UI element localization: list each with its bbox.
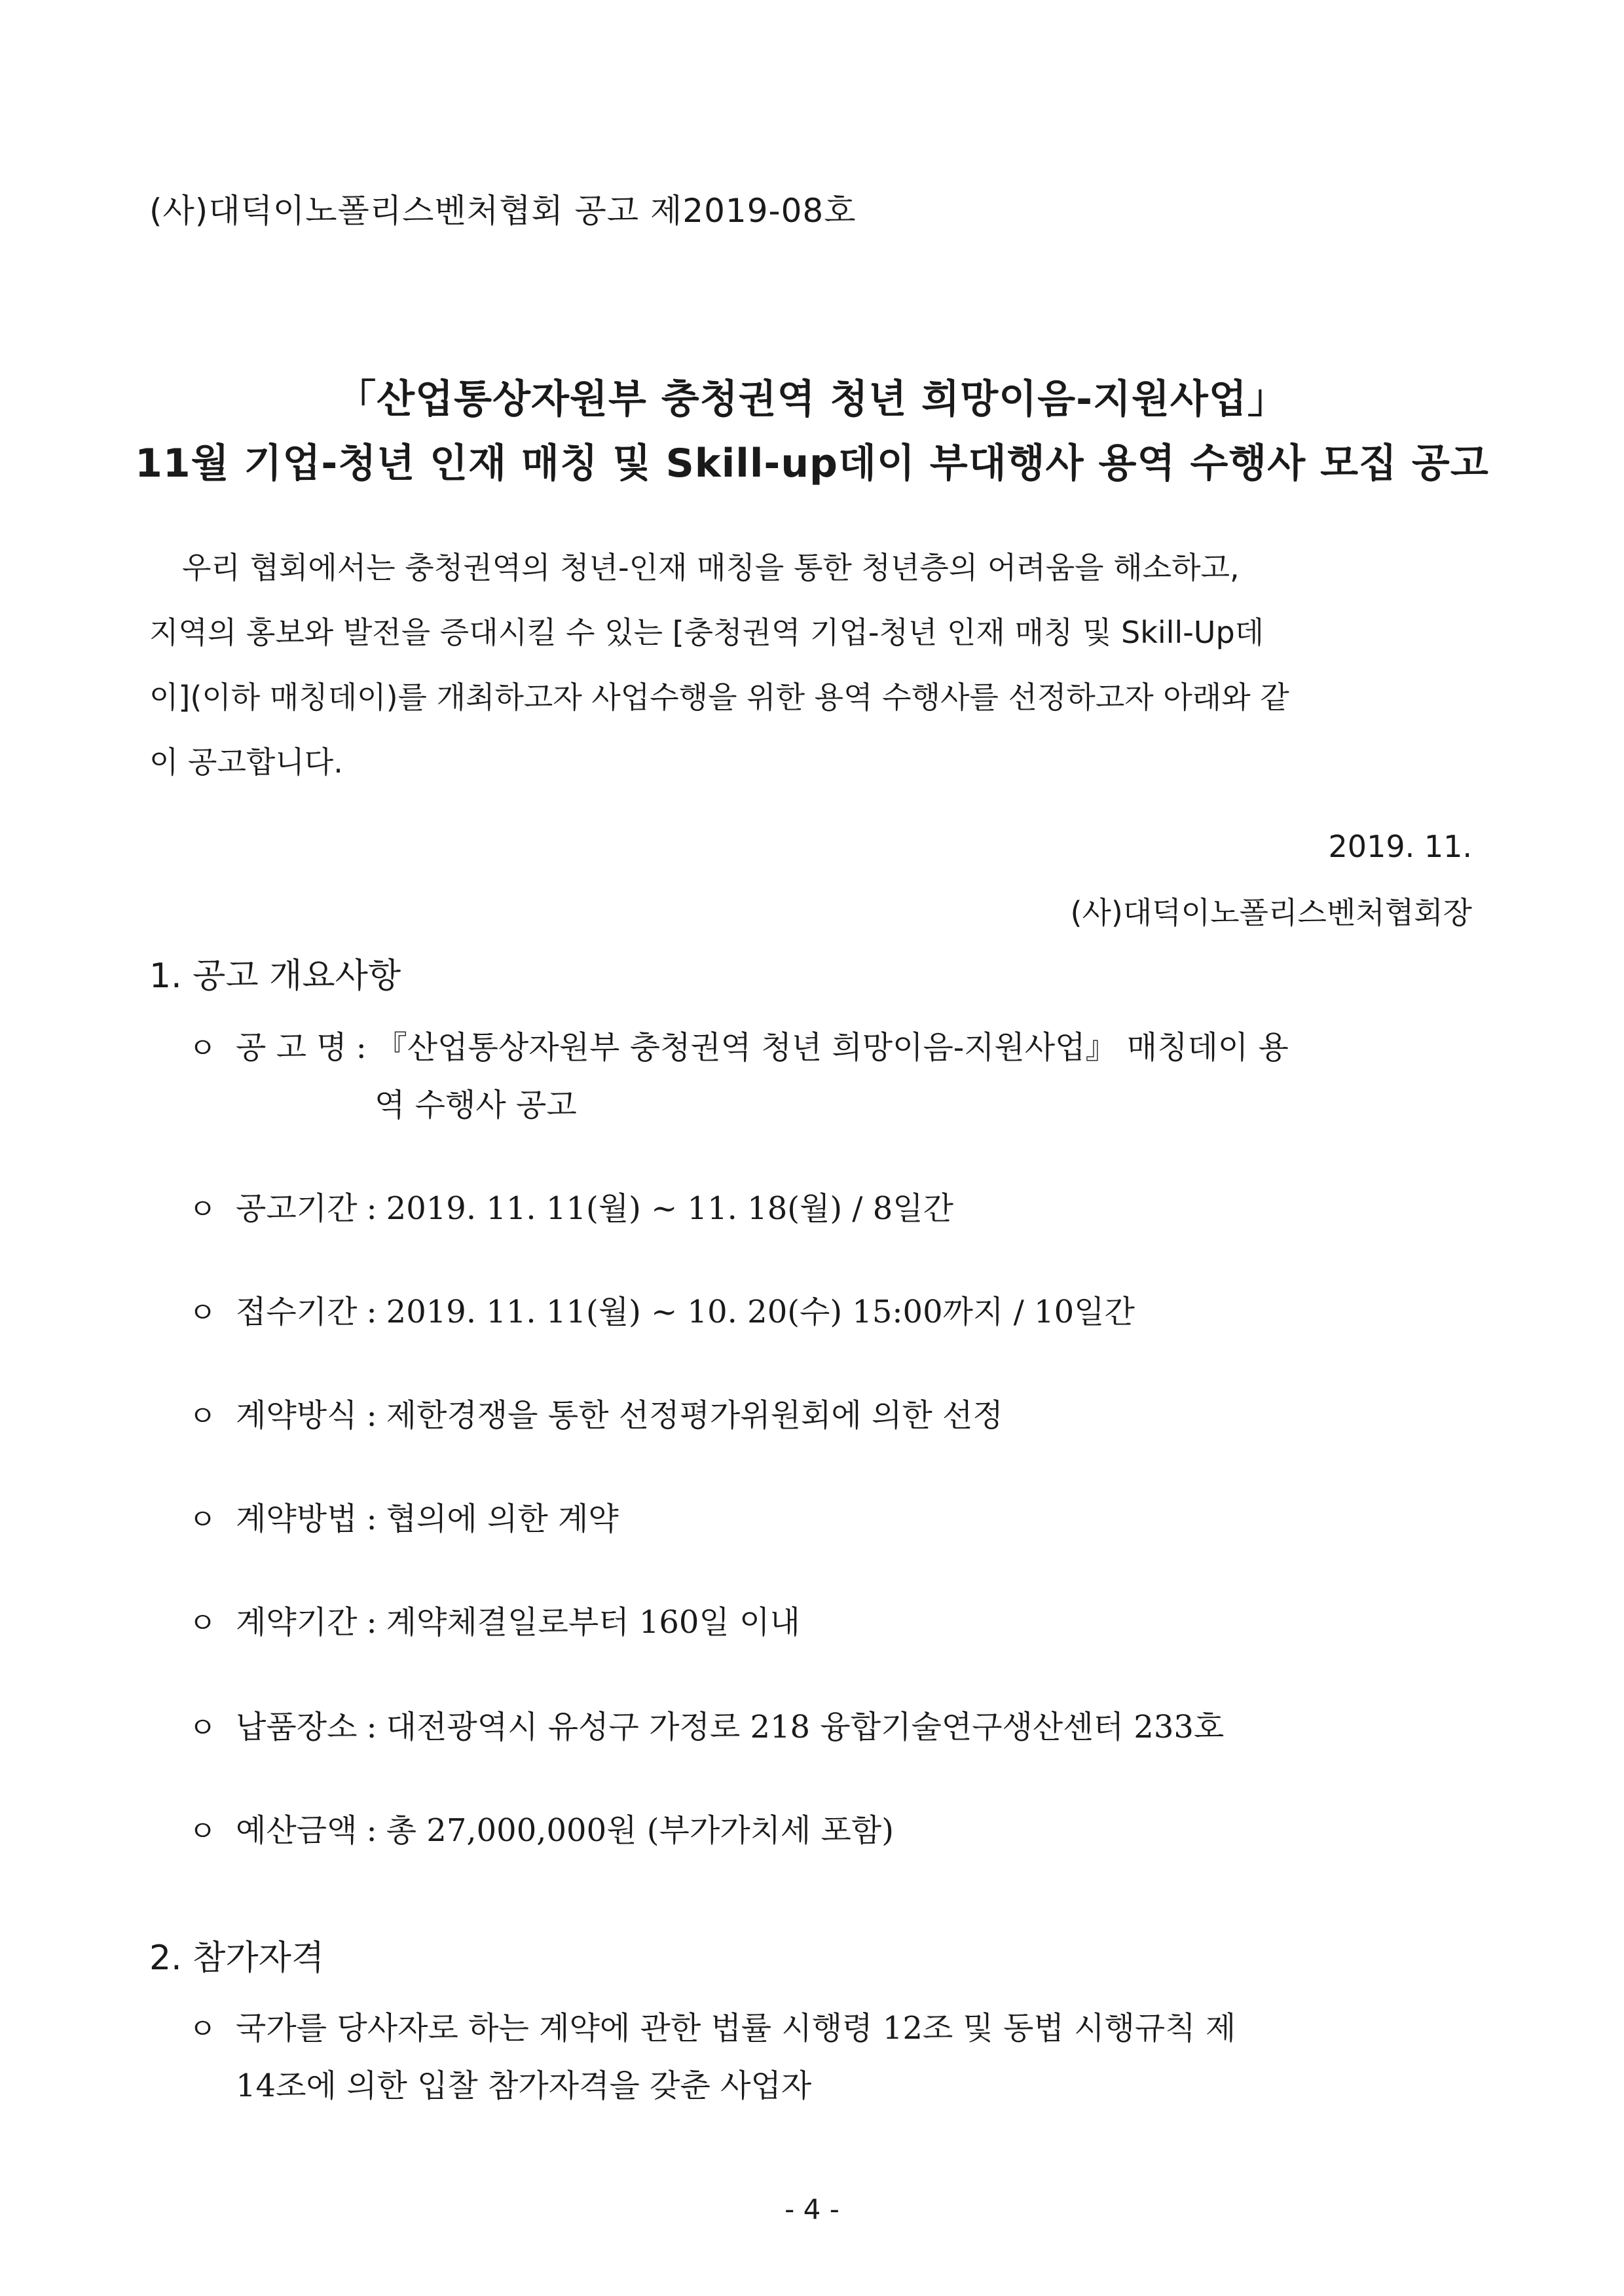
item-label: 계약방식 <box>236 1397 358 1434</box>
item-value: 대전광역시 유성구 가정로 218 융합기술연구생산센터 233호 <box>386 1709 1225 1745</box>
intro-line-4: 이 공고합니다. <box>149 744 343 780</box>
item-separator: : <box>366 1709 377 1745</box>
intro-line-3: 이](이하 매칭데이)를 개최하고자 사업수행을 위한 용역 수행사를 선정하고자 아래와 같 <box>149 680 1289 715</box>
item-separator: : <box>366 1501 377 1537</box>
overview-item-title <box>189 1019 1475 1078</box>
eligibility-line-2: 14조에 의한 입찰 참가자격을 갖춘 사업자 <box>236 2068 812 2104</box>
eligibility-item <box>189 1999 1475 2058</box>
item-value: 총 27,000,000원 (부가가치세 포함) <box>386 1812 895 1849</box>
bullet-icon: ㅇ <box>189 1503 217 1537</box>
section-heading-overview: 1. 공고 개요사항 <box>149 957 401 996</box>
item-separator: : <box>356 1029 367 1066</box>
section-heading-eligibility: 2. 참가자격 <box>149 1939 325 1978</box>
item-separator: : <box>366 1604 377 1641</box>
item-value: 2019. 11. 11(월) ~ 10. 20(수) 15:00까지 / 10일간 <box>386 1294 1135 1330</box>
intro-paragraph <box>149 536 1475 795</box>
overview-item-delivery-place <box>189 1698 1475 1757</box>
bullet-icon: ㅇ <box>189 1607 217 1640</box>
overview-item-contract-type <box>189 1387 1475 1446</box>
intro-line-2: 지역의 홍보와 발전을 증대시킬 수 있는 [충청권역 기업-청년 인재 매칭 및 Skill-Up데 <box>149 615 1264 650</box>
item-value: 계약체결일로부터 160일 이내 <box>386 1604 800 1641</box>
item-label: 예산금액 <box>236 1812 358 1849</box>
item-separator: : <box>366 1294 377 1330</box>
item-label: 공고기간 <box>236 1190 358 1227</box>
overview-item-receipt-period <box>189 1283 1475 1342</box>
item-value: 협의에 의한 계약 <box>386 1501 619 1537</box>
bullet-icon: ㅇ <box>189 2013 217 2046</box>
overview-item-contract-method <box>189 1490 1475 1549</box>
bullet-icon: ㅇ <box>189 1400 217 1433</box>
item-label: 납품장소 <box>236 1709 358 1745</box>
page-number: - 4 - <box>784 2193 840 2225</box>
overview-item-contract-period <box>189 1594 1475 1652</box>
item-label: 접수기간 <box>236 1294 358 1330</box>
notice-date: 2019. 11. <box>1328 829 1472 864</box>
item-value: 제한경쟁을 통한 선정평가위원회에 의한 선정 <box>386 1397 1003 1434</box>
issuer-signature: (사)대덕이노폴리스벤처협회장 <box>1070 895 1472 930</box>
document-title-line1: 「산업통상자원부 충청권역 청년 희망이음-지원사업」 <box>337 376 1287 422</box>
overview-item-notice-period <box>189 1180 1475 1239</box>
bullet-icon: ㅇ <box>189 1193 217 1226</box>
item-separator: : <box>366 1812 377 1849</box>
overview-item-budget <box>189 1802 1475 1861</box>
item-label: 계약방법 <box>236 1501 358 1537</box>
notice-number: (사)대덕이노폴리스벤처협회 공고 제2019-08호 <box>149 192 857 230</box>
item-separator: : <box>366 1190 377 1227</box>
intro-line-1: 우리 협회에서는 충청권역의 청년-인재 매칭을 통한 청년층의 어려움을 해소하고, <box>182 550 1240 585</box>
bullet-icon: ㅇ <box>189 1711 217 1745</box>
eligibility-line-1: 국가를 당사자로 하는 계약에 관한 법률 시행령 12조 및 동법 시행규칙 제 <box>236 2010 1236 2047</box>
bullet-icon: ㅇ <box>189 1815 217 1848</box>
item-separator: : <box>366 1397 377 1434</box>
item-value: 2019. 11. 11(월) ~ 11. 18(월) / 8일간 <box>386 1190 954 1227</box>
overview-item-title-cont: 역 수행사 공고 <box>375 1087 577 1123</box>
item-label: 공 고 명 <box>236 1029 347 1066</box>
item-value: 『산업통상자원부 충청권역 청년 희망이음-지원사업』 매칭데이 용 <box>375 1029 1289 1066</box>
document-title-line2: 11월 기업-청년 인재 매칭 및 Skill-up데이 부대행사 용역 수행사 모집 공고 <box>135 441 1489 486</box>
bullet-icon: ㅇ <box>189 1296 217 1330</box>
item-label: 계약기간 <box>236 1604 358 1641</box>
bullet-icon: ㅇ <box>189 1032 217 1065</box>
